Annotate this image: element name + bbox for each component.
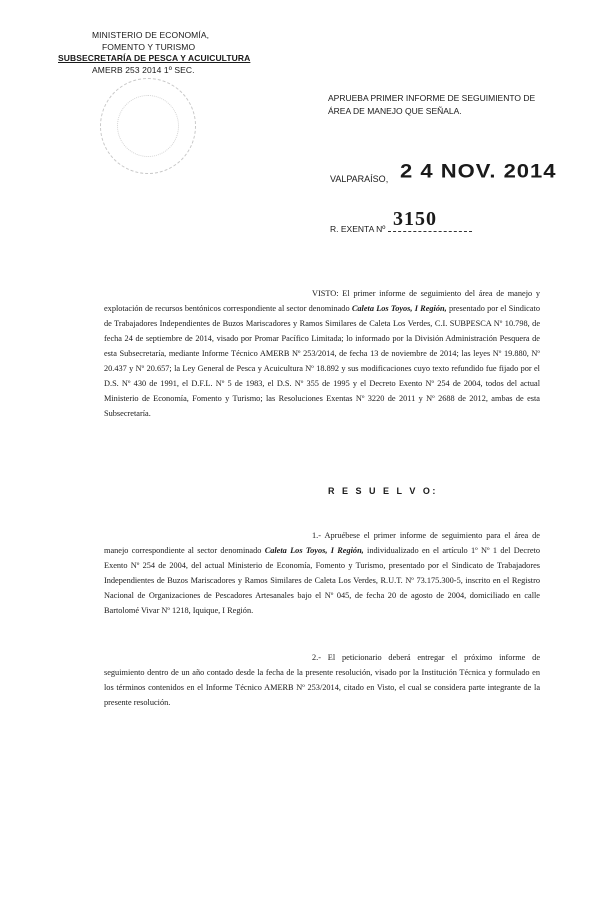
- resolution-item-2: 2.- El peticionario deberá entregar el próximo informe de seguimiento dentro de un año contado desde la fecha de la presente resolución, visado por la Institución Técnica y formulado en los términos contenidos en el Informe Técnico AMERB Nº 253/2014, citado en Visto, el cual se considera parte integrante de la presente resolución.: [104, 653, 540, 707]
- visto-sector-name: Caleta Los Toyos, I Región,: [351, 304, 447, 313]
- resolution-number-underline: [388, 231, 472, 232]
- header-subsecretaria: SUBSECRETARÍA DE PESCA Y ACUICULTURA: [58, 53, 251, 63]
- item1-sector-name: Caleta Los Toyos, I Región,: [264, 546, 364, 555]
- header-ministry-sub: FOMENTO Y TURISMO: [102, 42, 196, 52]
- resolution-city: VALPARAÍSO,: [330, 174, 389, 184]
- resolution-subject: APRUEBA PRIMER INFORME DE SEGUIMIENTO DE ÁREA DE MANEJO QUE SEÑALA.: [328, 93, 536, 116]
- resolution-number-label: R. EXENTA Nº: [330, 224, 386, 234]
- resolution-item-1: 1.- Apruébese el primer informe de seguimiento para el área de manejo correspondiente al sector denominado Caleta Los Toyos, I Región, individualizado en el artículo 1º Nº 1 del Decreto Exento Nº 254 de 2004, del actual Ministerio de Economía, Fomento y Turismo, presentado por el Sindicato de Trabajadores Independientes de Buzos Mariscadores y Ramos Similares de Caleta Los Verdes, R.U.T. Nº 73.175.300-5, inscrito en el Registro Nacional de Organizaciones de Pescadores Artesanales bajo el Nº 045, de fecha 20 de agosto de 2004, domiciliado en calle Bartolomé Vivar Nº 1218, Iquique, I Región.: [104, 531, 540, 615]
- header-ministry: MINISTERIO DE ECONOMÍA,: [92, 30, 210, 40]
- resuelvo-heading: R E S U E L V O:: [328, 486, 438, 496]
- visto-paragraph: VISTO: El primer informe de seguimiento del área de manejo y explotación de recursos bentónicos correspondiente al sector denominado Caleta Los Toyos, I Región, presentado por el Sindicato de Trabajadores Independientes de Buzos Mariscadores y Ramos Similares de Caleta Los Verdes, C.I. SUBPESCA Nº 10.798, de fecha 24 de septiembre de 2014, visado por Promar Pacífico Limitada; lo informado por la División Administración Pesquera de esta Subsecretaría, mediante Informe Técnico AMERB Nº 253/2014, de fecha 13 de noviembre de 2014; las leyes Nº 19.880, Nº 20.437 y Nº 20.657; la Ley General de Pesca y Acuicultura Nº 18.892 y sus modificaciones cuyo texto refundido fue fijado por el D.S. Nº 430 de 1991, el D.F.L. Nº 5 de 1983, el D.S. Nº 355 de 1995 y el Decreto Exento Nº 254 de 2004, todos del actual Ministerio de Economía, Fomento y Turismo; las Resoluciones Exentas Nº 3220 de 2011 y Nº 2688 de 2012, ambas de esta Subsecretaría.: [104, 289, 540, 418]
- header-reference: AMERB 253 2014 1º SEC.: [92, 65, 195, 75]
- resolution-number: 3150: [393, 208, 437, 230]
- resolution-date: 2 4 NOV. 2014: [400, 159, 557, 182]
- official-seal-stamp: [100, 78, 196, 174]
